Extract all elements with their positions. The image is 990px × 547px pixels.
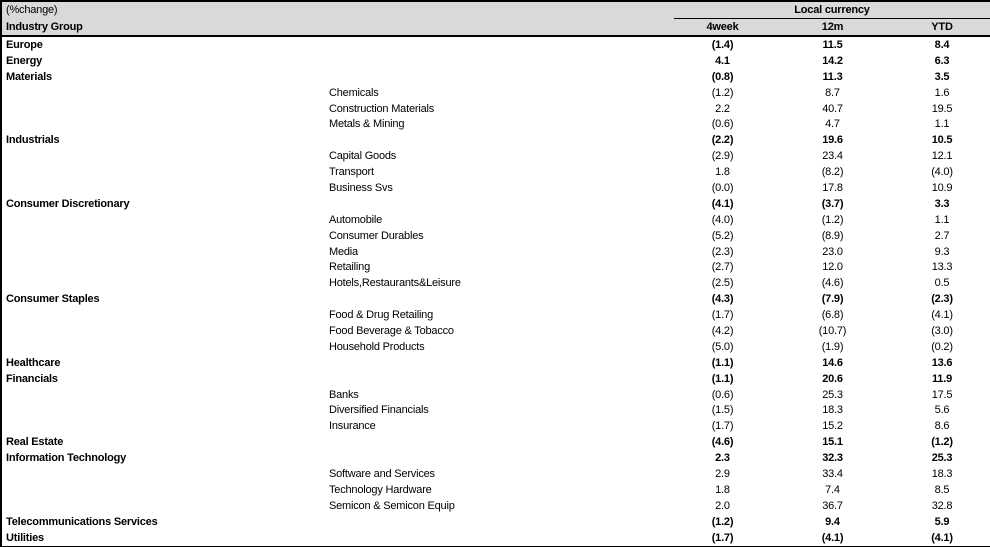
industry-subgroup-label: Business Svs <box>329 181 393 194</box>
value-ytd: 18.3 <box>931 467 953 480</box>
table-row <box>1 307 990 323</box>
value-4week: 1.8 <box>715 483 730 496</box>
table-row <box>1 450 990 466</box>
value-4week: (0.6) <box>711 388 734 401</box>
value-ytd: 12.1 <box>931 150 953 163</box>
value-ytd: 11.9 <box>932 372 953 385</box>
value-ytd: 32.8 <box>931 499 953 512</box>
table-row <box>1 291 990 307</box>
value-4week: 4.1 <box>715 54 730 67</box>
value-4week: (2.5) <box>711 277 734 290</box>
industry-group-label: Consumer Discretionary <box>6 197 130 210</box>
industry-group-label <box>1 307 329 323</box>
table-row <box>1 466 990 482</box>
value-ytd: (4.1) <box>931 309 953 322</box>
value-12m: 8.7 <box>825 86 840 99</box>
industry-subgroup-label: Construction Materials <box>329 102 435 115</box>
column-header-4week: 4week <box>674 19 771 37</box>
value-4week: (1.2) <box>711 515 734 528</box>
table-row <box>1 69 990 85</box>
value-12m: 32.3 <box>822 452 843 465</box>
value-4week: (1.2) <box>711 86 734 99</box>
table-row <box>1 275 990 291</box>
industry-subgroup-label <box>329 291 674 307</box>
industry-subgroup-label <box>329 514 674 530</box>
value-ytd: 3.5 <box>934 70 950 83</box>
value-ytd: 17.5 <box>931 388 953 401</box>
table-row <box>1 482 990 498</box>
industry-group-label <box>1 418 329 434</box>
value-12m: 15.2 <box>822 420 843 433</box>
industry-group-label <box>1 466 329 482</box>
value-12m: 23.4 <box>822 150 843 163</box>
table-row <box>1 514 990 530</box>
value-ytd: 13.3 <box>931 261 953 274</box>
industry-group-label <box>1 402 329 418</box>
industry-group-label: Financials <box>6 372 58 385</box>
industry-subgroup-label: Technology Hardware <box>329 483 432 496</box>
value-ytd: 1.1 <box>934 118 950 131</box>
value-ytd: 9.3 <box>934 245 950 258</box>
industry-subgroup-label: Semicon & Semicon Equip <box>329 499 455 512</box>
industry-subgroup-label: Retailing <box>329 261 371 274</box>
industry-group-label <box>1 275 329 291</box>
value-4week: (2.7) <box>711 261 734 274</box>
table-row <box>1 418 990 434</box>
value-ytd: 8.5 <box>934 483 950 496</box>
value-12m: 15.1 <box>822 436 843 449</box>
table-row <box>1 259 990 275</box>
value-ytd: 3.3 <box>934 197 950 210</box>
industry-group-label: Energy <box>6 54 43 67</box>
table-row <box>1 323 990 339</box>
value-12m: 40.7 <box>822 102 843 115</box>
value-ytd: (1.2) <box>931 436 953 449</box>
value-12m: 33.4 <box>822 467 843 480</box>
value-4week: 2.2 <box>715 102 730 115</box>
table-row <box>1 387 990 403</box>
value-4week: (1.7) <box>711 531 734 544</box>
value-ytd: 8.6 <box>934 420 950 433</box>
value-4week: 2.9 <box>715 467 730 480</box>
industry-group-label <box>1 101 329 117</box>
table-row <box>1 402 990 418</box>
value-4week: 1.8 <box>715 166 730 179</box>
industry-group-label: Telecommunications Services <box>6 515 158 528</box>
industry-group-label <box>1 244 329 260</box>
value-12m: 36.7 <box>822 499 843 512</box>
value-4week: (4.2) <box>711 324 734 337</box>
industry-subgroup-label <box>329 53 674 69</box>
industry-subgroup-label <box>329 434 674 450</box>
value-4week: (4.3) <box>711 293 734 306</box>
table-row <box>1 530 990 547</box>
value-ytd: 10.5 <box>931 134 953 147</box>
value-12m: (7.9) <box>821 293 844 306</box>
value-12m: 11.5 <box>822 38 843 51</box>
industry-group-label <box>1 259 329 275</box>
value-4week: (1.4) <box>711 38 734 51</box>
value-4week: (0.8) <box>711 70 734 83</box>
table-row <box>1 85 990 101</box>
value-ytd: (3.0) <box>931 324 953 337</box>
table-header <box>1 1 990 36</box>
industry-subgroup-label <box>329 36 674 53</box>
industry-subgroup-label: Software and Services <box>329 467 435 480</box>
value-ytd: 25.3 <box>931 452 953 465</box>
value-4week: (2.3) <box>711 245 734 258</box>
value-ytd: 5.6 <box>934 404 950 417</box>
industry-group-label: Consumer Staples <box>6 293 100 306</box>
value-12m: 19.6 <box>822 134 843 147</box>
value-ytd: 5.9 <box>934 515 950 528</box>
value-4week: (0.6) <box>711 118 734 131</box>
industry-group-label <box>1 323 329 339</box>
table-row <box>1 196 990 212</box>
industry-subgroup-label: Automobile <box>329 213 383 226</box>
value-12m: (3.7) <box>821 197 844 210</box>
value-ytd: (4.1) <box>931 531 953 544</box>
industry-group-label: Information Technology <box>6 452 127 465</box>
table-row <box>1 132 990 148</box>
value-ytd: 1.6 <box>934 86 950 99</box>
industry-subgroup-label <box>329 355 674 371</box>
industry-group-label <box>1 116 329 132</box>
value-12m: 23.0 <box>822 245 843 258</box>
value-4week: (5.0) <box>711 340 734 353</box>
industry-group-label <box>1 148 329 164</box>
table-row <box>1 36 990 53</box>
value-4week: (0.0) <box>711 181 734 194</box>
industry-subgroup-label: Household Products <box>329 340 425 353</box>
value-ytd: 0.5 <box>934 277 950 290</box>
column-header-12m: 12m <box>771 19 894 37</box>
industry-subgroup-label <box>329 530 674 547</box>
value-ytd: 10.9 <box>931 181 953 194</box>
value-12m: 20.6 <box>822 372 843 385</box>
industry-subgroup-label: Food Beverage & Tobacco <box>329 324 454 337</box>
industry-subgroup-label: Hotels,Restaurants&Leisure <box>329 277 461 290</box>
table-row <box>1 148 990 164</box>
table-row <box>1 371 990 387</box>
industry-group-label <box>1 180 329 196</box>
industry-group-label: Healthcare <box>6 356 61 369</box>
industry-group-label <box>1 212 329 228</box>
value-4week: (1.1) <box>711 372 734 385</box>
table-row <box>1 355 990 371</box>
industry-subgroup-label <box>329 132 674 148</box>
value-12m: 7.4 <box>825 483 840 496</box>
industry-subgroup-label: Transport <box>329 166 374 179</box>
industry-subgroup-label: Media <box>329 245 358 258</box>
value-4week: (1.7) <box>711 309 734 322</box>
industry-group-label <box>1 339 329 355</box>
industry-group-label: Industrials <box>6 134 60 147</box>
table-row <box>1 228 990 244</box>
column-header-ytd: YTD <box>894 19 990 37</box>
value-4week: (4.0) <box>711 213 734 226</box>
value-4week: (5.2) <box>711 229 734 242</box>
industry-group-label <box>1 164 329 180</box>
value-4week: (2.9) <box>711 150 734 163</box>
value-ytd: (0.2) <box>931 340 953 353</box>
value-12m: (8.2) <box>821 166 844 179</box>
value-12m: (6.8) <box>821 309 844 322</box>
table-row <box>1 244 990 260</box>
industry-subgroup-label: Food & Drug Retailing <box>329 309 434 322</box>
industry-subgroup-label <box>329 450 674 466</box>
value-ytd: 8.4 <box>934 38 950 51</box>
industry-group-header: Industry Group <box>1 19 674 37</box>
industry-group-label: Real Estate <box>6 436 64 449</box>
industry-group-label <box>1 498 329 514</box>
value-4week: (4.6) <box>711 436 734 449</box>
industry-group-label <box>1 387 329 403</box>
value-4week: 2.3 <box>715 452 730 465</box>
industry-subgroup-label: Capital Goods <box>329 150 397 163</box>
industry-subgroup-label: Metals & Mining <box>329 118 405 131</box>
value-ytd: 2.7 <box>934 229 950 242</box>
value-4week: (2.2) <box>711 134 734 147</box>
industry-subgroup-label: Insurance <box>329 420 376 433</box>
table-row <box>1 116 990 132</box>
industry-group-label <box>1 85 329 101</box>
industry-subgroup-label: Diversified Financials <box>329 404 429 417</box>
value-12m: (4.1) <box>821 531 844 544</box>
value-12m: 17.8 <box>822 181 843 194</box>
value-12m: 18.3 <box>822 404 843 417</box>
industry-group-label <box>1 228 329 244</box>
local-currency-group-header: Local currency <box>674 1 990 19</box>
value-12m: 11.3 <box>822 70 843 83</box>
table-body <box>1 36 990 547</box>
header-row-top <box>1 1 990 19</box>
industry-subgroup-label <box>329 69 674 85</box>
value-12m: 12.0 <box>822 261 843 274</box>
table-row <box>1 101 990 117</box>
industry-subgroup-label: Chemicals <box>329 86 379 99</box>
value-ytd: (2.3) <box>931 293 953 306</box>
value-12m: 14.6 <box>822 356 843 369</box>
industry-group-label <box>1 482 329 498</box>
table-row <box>1 339 990 355</box>
industry-group-label: Utilities <box>6 531 44 544</box>
value-ytd: (4.0) <box>931 166 953 179</box>
value-ytd: 6.3 <box>934 54 950 67</box>
value-12m: (10.7) <box>818 324 847 337</box>
industry-subgroup-label: Banks <box>329 388 359 401</box>
percent-change-note: (%change) <box>1 1 674 19</box>
value-12m: (8.9) <box>821 229 844 242</box>
value-12m: 9.4 <box>825 515 840 528</box>
industry-group-label: Europe <box>6 38 43 51</box>
value-ytd: 1.1 <box>934 213 950 226</box>
value-12m: 14.2 <box>822 54 843 67</box>
industry-group-label: Materials <box>6 70 52 83</box>
table-row <box>1 53 990 69</box>
table-row <box>1 498 990 514</box>
industry-subgroup-label <box>329 371 674 387</box>
value-12m: (4.6) <box>821 277 844 290</box>
industry-subgroup-label <box>329 196 674 212</box>
value-12m: (1.9) <box>821 340 844 353</box>
table-row <box>1 164 990 180</box>
value-4week: (1.5) <box>711 404 734 417</box>
value-ytd: 13.6 <box>931 356 953 369</box>
value-4week: (1.7) <box>711 420 734 433</box>
table-row <box>1 434 990 450</box>
table-row <box>1 212 990 228</box>
value-4week: (4.1) <box>711 197 734 210</box>
value-4week: 2.0 <box>715 499 730 512</box>
value-12m: 25.3 <box>822 388 843 401</box>
value-ytd: 19.5 <box>931 102 953 115</box>
value-12m: (1.2) <box>821 213 844 226</box>
value-12m: 4.7 <box>825 118 840 131</box>
table-row <box>1 180 990 196</box>
header-row-columns <box>1 19 990 37</box>
industry-subgroup-label: Consumer Durables <box>329 229 424 242</box>
value-4week: (1.1) <box>711 356 734 369</box>
